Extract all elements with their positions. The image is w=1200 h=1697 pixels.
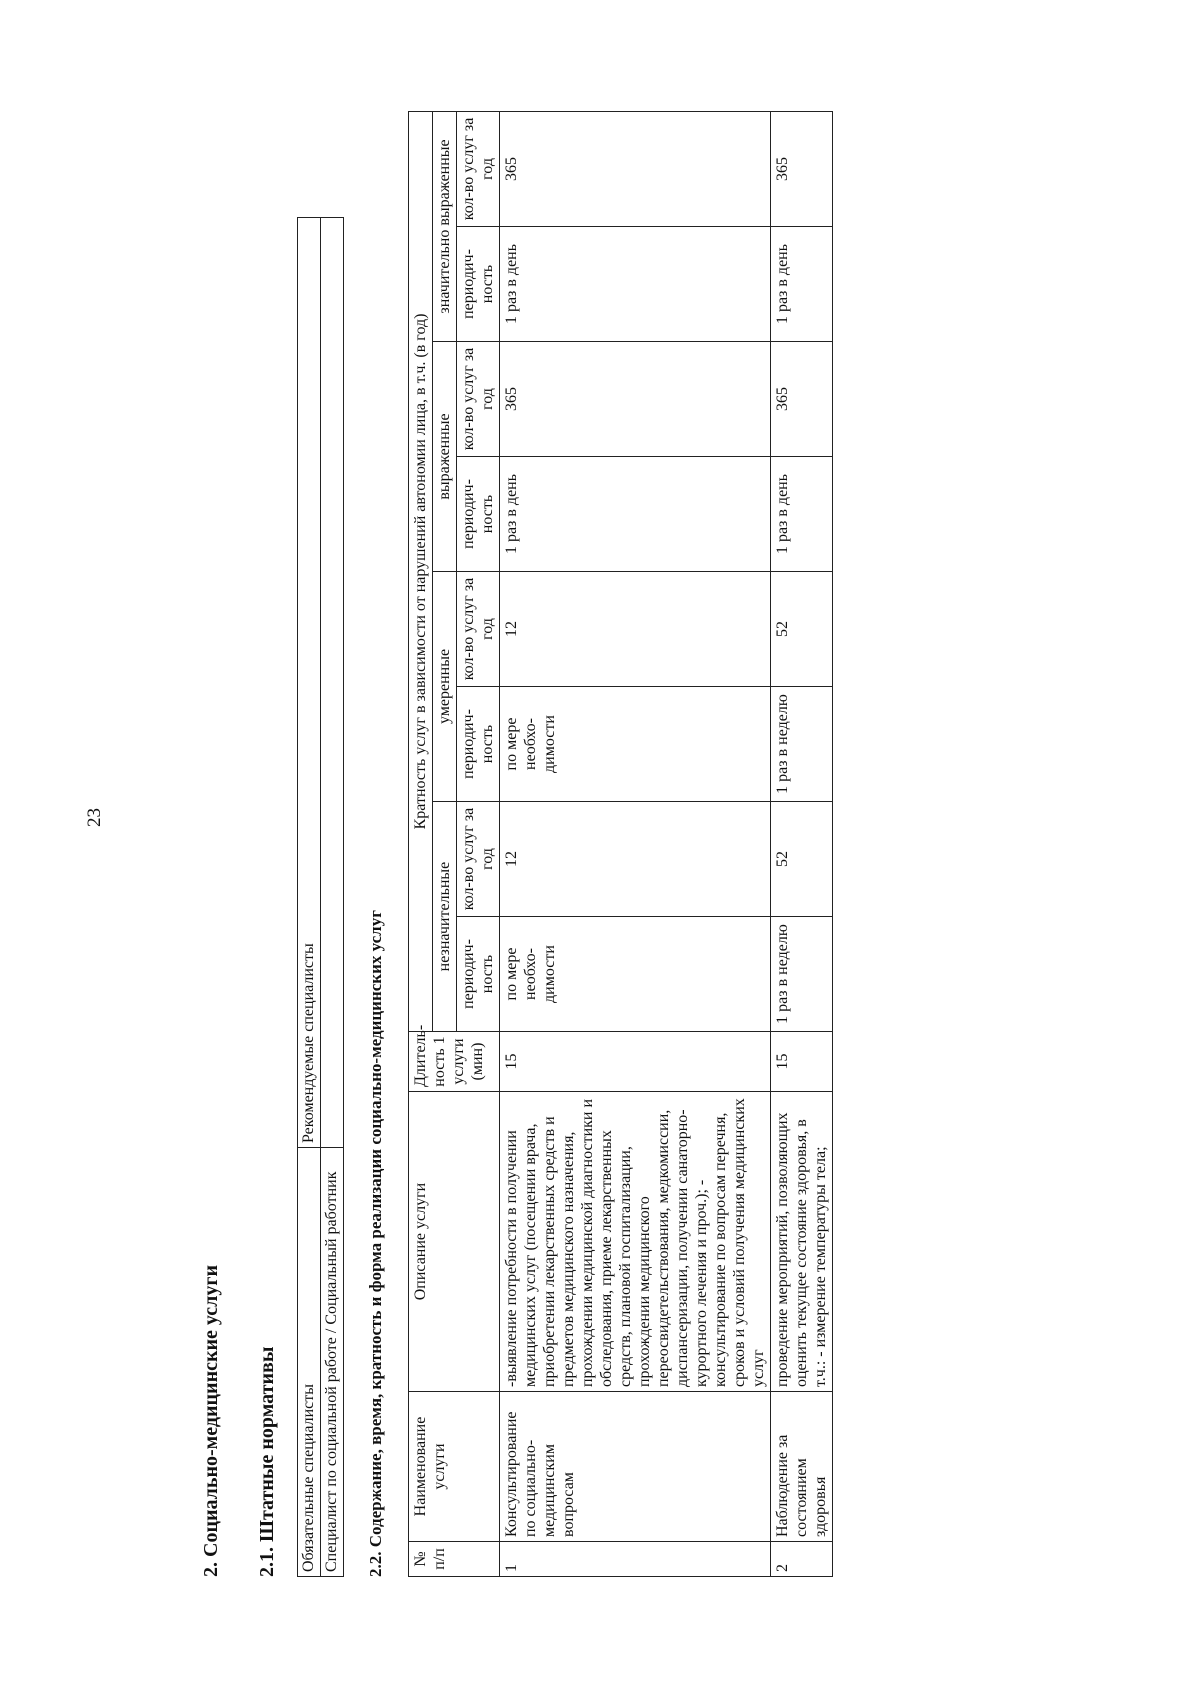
periodicity-cell: 1 раз в неделю (771, 687, 833, 802)
periodicity-cell: 1 раз в день (500, 457, 771, 572)
periodicity-header: периодич-ность (457, 687, 500, 802)
service-name: Консультирование по социально-медицинским вопросам (500, 1392, 771, 1542)
service-duration: 15 (771, 1032, 833, 1092)
periodicity-cell: по мере необхо-димости (500, 917, 771, 1032)
services-heading: 2.2. Содержание, время, кратность и форма реализации социально-медицинских услуг (366, 910, 385, 1577)
service-duration: 15 (500, 1032, 771, 1092)
count-cell: 365 (771, 111, 833, 226)
count-header: кол-во услуг за год (457, 572, 500, 687)
staffing-table (297, 217, 344, 1577)
count-header: кол-во услуг за год (457, 111, 500, 226)
row-num: 1 (500, 1542, 771, 1577)
periodicity-header: периодич-ность (457, 227, 500, 342)
count-cell: 365 (771, 342, 833, 457)
page-number: 23 (84, 808, 105, 827)
staffing-row (321, 218, 344, 1577)
periodicity-cell: 1 раз в день (771, 227, 833, 342)
level-header-minor: незначительные (433, 802, 457, 1032)
periodicity-header: периодич-ность (457, 457, 500, 572)
service-description: проведение мероприятий, позволяющих оценить текущее состояние здоровья, в т.ч.: - измерение температуры тела; (771, 1092, 833, 1392)
count-header: кол-во услуг за год (457, 342, 500, 457)
name-header: Наименование услуги (409, 1392, 500, 1542)
frequency-group-header: Кратность услуг в зависимости от нарушений автономии лица, в т.ч. (в год) (409, 111, 433, 1031)
staffing-heading: 2.1. Штатные нормативы (256, 1346, 278, 1577)
periodicity-cell: по мере необхо-димости (500, 687, 771, 802)
mandatory-specialists-header: Обязательные специалисты (298, 1148, 321, 1577)
level-header-moderate: умеренные (433, 572, 457, 802)
count-cell: 52 (771, 802, 833, 917)
services-table (408, 111, 833, 1577)
count-cell: 52 (771, 572, 833, 687)
num-header: № п/п (409, 1542, 500, 1577)
service-description: -выявление потребности в получении медицинских услуг (посещении врача, приобретении лекарственных средств и предметов медицинского назначения, прохождении медицинской диагностики и обследования, приеме лекарственных средств, плановой госпитализации, прохождении медицинского переосвидетельствования, медкомиссии, диспансеризации, получении санаторно-курортного лечения и проч.); - консультирование по вопросам перечня, сроков и условий получения медицинских услуг (500, 1092, 771, 1392)
mandatory-specialists-value: Специалист по социальной работе / Социальный работник (321, 1148, 344, 1577)
count-header: кол-во услуг за год (457, 802, 500, 917)
header-row-1 (409, 111, 433, 1576)
section-heading: 2. Социально-медицинские услуги (200, 1265, 222, 1577)
recommended-specialists-header: Рекомендуемые специалисты (298, 218, 321, 1148)
count-cell: 365 (500, 342, 771, 457)
table-row (500, 111, 771, 1576)
level-header-severe: выраженные (433, 342, 457, 572)
periodicity-cell: 1 раз в день (500, 227, 771, 342)
count-cell: 12 (500, 802, 771, 917)
row-num: 2 (771, 1542, 833, 1577)
staffing-header-row (298, 218, 321, 1577)
periodicity-cell: 1 раз в день (771, 457, 833, 572)
duration-header: Длитель-ность 1 услуги (мин) (409, 1032, 500, 1092)
count-cell: 365 (500, 111, 771, 226)
periodicity-cell: 1 раз в неделю (771, 917, 833, 1032)
table-row (771, 111, 833, 1576)
service-name: Наблюдение за состоянием здоровья (771, 1392, 833, 1542)
count-cell: 12 (500, 572, 771, 687)
periodicity-header: периодич-ность (457, 917, 500, 1032)
level-header-very-severe: значительно выраженные (433, 111, 457, 341)
description-header: Описание услуги (409, 1092, 500, 1392)
recommended-specialists-value (321, 218, 344, 1148)
